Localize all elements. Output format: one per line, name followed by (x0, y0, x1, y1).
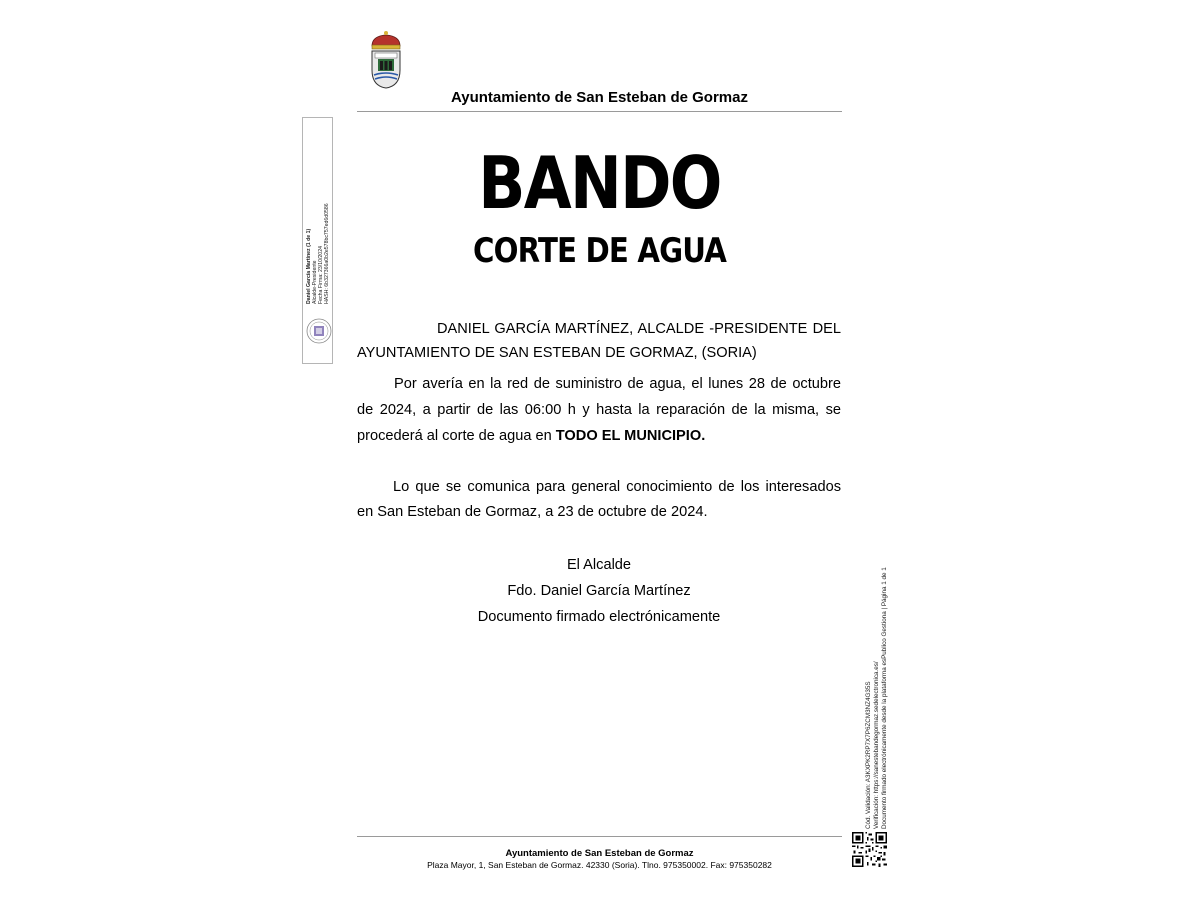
organization-header: Ayuntamiento de San Esteban de Gormaz (450, 89, 748, 106)
signature-box-signer: Daniel García Martínez (1 de 1) (306, 228, 312, 304)
intro-paragraph: DANIEL GARCÍA MARTÍNEZ, ALCALDE -PRESIDENTE DEL AYUNTAMIENTO DE SAN ESTEBAN DE GORMAZ, (SORIA) (357, 321, 841, 361)
municipal-crest-icon (369, 30, 403, 90)
qr-code-icon[interactable] (852, 832, 887, 867)
signature-name: Fdo. Daniel García Martínez (507, 583, 691, 599)
electronic-signature-details (306, 184, 330, 304)
notice-paragraph (357, 371, 841, 449)
signature-box-date: Fecha Firma: 23/10/2024 (318, 246, 324, 304)
signature-block (357, 552, 841, 630)
validation-url: Verificación: https://sanestebandegormaz.sedelectronica.es/ (873, 661, 880, 829)
notice-paragraph-text: Por avería en la red de suministro de agua, el lunes 28 de octubre de 2024, a partir de las 06:00 h y hasta la reparación de la misma, se procederá al corte de agua en (357, 376, 841, 444)
footer-address: Plaza Mayor, 1, San Esteban de Gormaz. 42330 (Soria). Tlno. 975350002. Fax: 975350282 (427, 860, 772, 870)
signature-box-hash: HASH: 6b327366a0b2e578bc757ed6d0586 (324, 203, 330, 304)
footer-organization: Ayuntamiento de San Esteban de Gormaz (505, 848, 694, 859)
validation-info (865, 559, 889, 829)
document-subtitle: CORTE DE AGUA (473, 231, 726, 271)
validation-code: Cód. Validación: A3KXPK2RP7X7P6ZCM3NZ4G35S (865, 681, 872, 829)
notice-paragraph-emphasis: TODO EL MUNICIPIO. (555, 428, 706, 444)
signature-box-role: Alcalde-Presidente (312, 260, 318, 304)
header-divider (357, 111, 842, 112)
electronic-seal-icon (306, 318, 332, 344)
communication-paragraph: Lo que se comunica para general conocimiento de los interesados en San Esteban de Gormaz, a 23 de octubre de 2024. (357, 479, 841, 520)
document-title: BANDO (478, 141, 721, 225)
signature-role: El Alcalde (566, 557, 632, 573)
footer-divider (357, 836, 842, 837)
signature-note: Documento firmado electrónicamente (477, 609, 721, 625)
validation-platform: Documento firmado electrónicamente desde la plataforma esPublico Gestiona | Página 1 de 1 (881, 567, 888, 829)
